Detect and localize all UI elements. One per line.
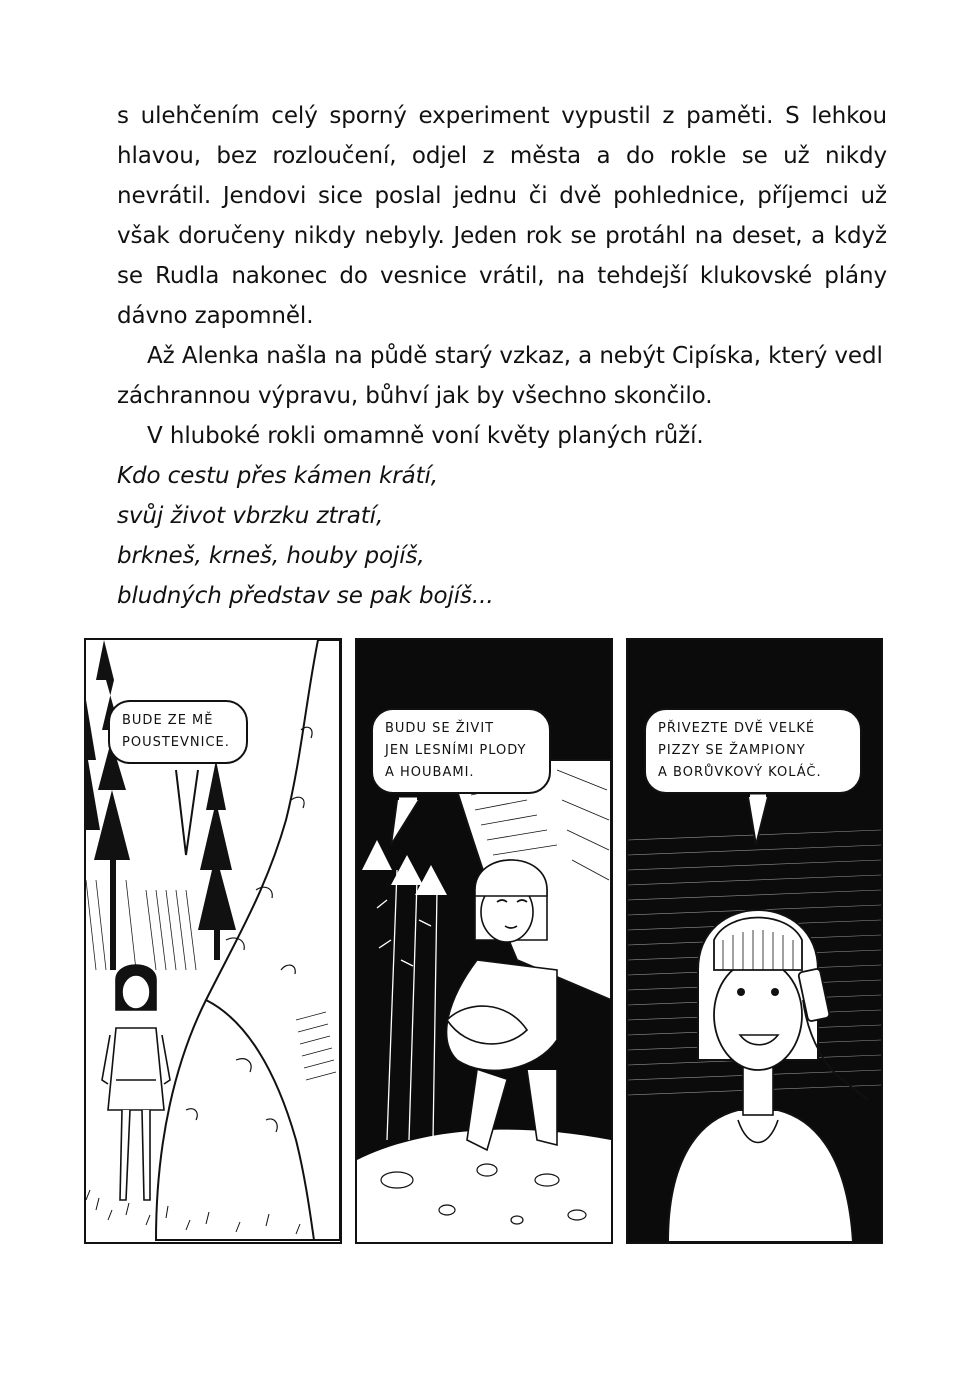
verse-line-2: svůj život vbrzku ztratí, xyxy=(117,503,384,529)
girl-figure xyxy=(447,860,557,1150)
prose-text xyxy=(117,96,887,616)
paragraph-2: Až Alenka našla na půdě starý vzkaz, a nebýt Cipíska, který vedl záchrannou výpravu, bůhví jak by všechno skončilo. xyxy=(117,343,883,409)
bubble-3-line-3: A BORŮVKOVÝ KOLÁČ. xyxy=(658,765,822,780)
comic-panel-2 xyxy=(355,638,613,1244)
speech-bubble-2 xyxy=(371,708,551,794)
verse-line-3: brkneš, krneš, houby pojíš, xyxy=(117,543,425,569)
comic-panel-1 xyxy=(84,638,342,1244)
bubble-3-line-2: PIZZY SE ŽAMPIONY xyxy=(658,743,806,758)
speech-bubble-3 xyxy=(644,708,862,794)
verse-line-1: Kdo cestu přes kámen krátí, xyxy=(117,463,438,489)
bubble-2-line-1: BUDU SE ŽIVIT xyxy=(385,721,495,736)
comic-strip xyxy=(84,638,883,1242)
paragraph-1: s ulehčením celý sporný experiment vypustil z paměti. S lehkou hlavou, bez rozloučení, odjel z města a do rokle se už nikdy nevrátil. Jendovi sice poslal jednu či dvě pohlednice, příjemci už však doručeny nikdy nebyly. Jeden rok se protáhl na deset, a když se Rudla nakonec do vesnice vrátil, na tehdejší klukovské plány dávno zapomněl. xyxy=(117,103,887,329)
bubble-3-line-1: PŘIVEZTE DVĚ VELKÉ xyxy=(658,721,816,736)
bubble-1-line-2: POUSTEVNICE. xyxy=(122,735,230,750)
bubble-2-line-2: JEN LESNÍMI PLODY xyxy=(385,743,527,758)
speech-bubble-1 xyxy=(108,700,248,764)
bubble-2-line-3: A HOUBAMI. xyxy=(385,765,475,780)
verse-line-4: bludných představ se pak bojíš... xyxy=(117,583,494,609)
paragraph-3: V hluboké rokli omamně voní květy planých růží. xyxy=(147,423,704,449)
comic-panel-3 xyxy=(626,638,883,1244)
bubble-1-line-1: BUDE ZE MĚ xyxy=(122,713,214,728)
